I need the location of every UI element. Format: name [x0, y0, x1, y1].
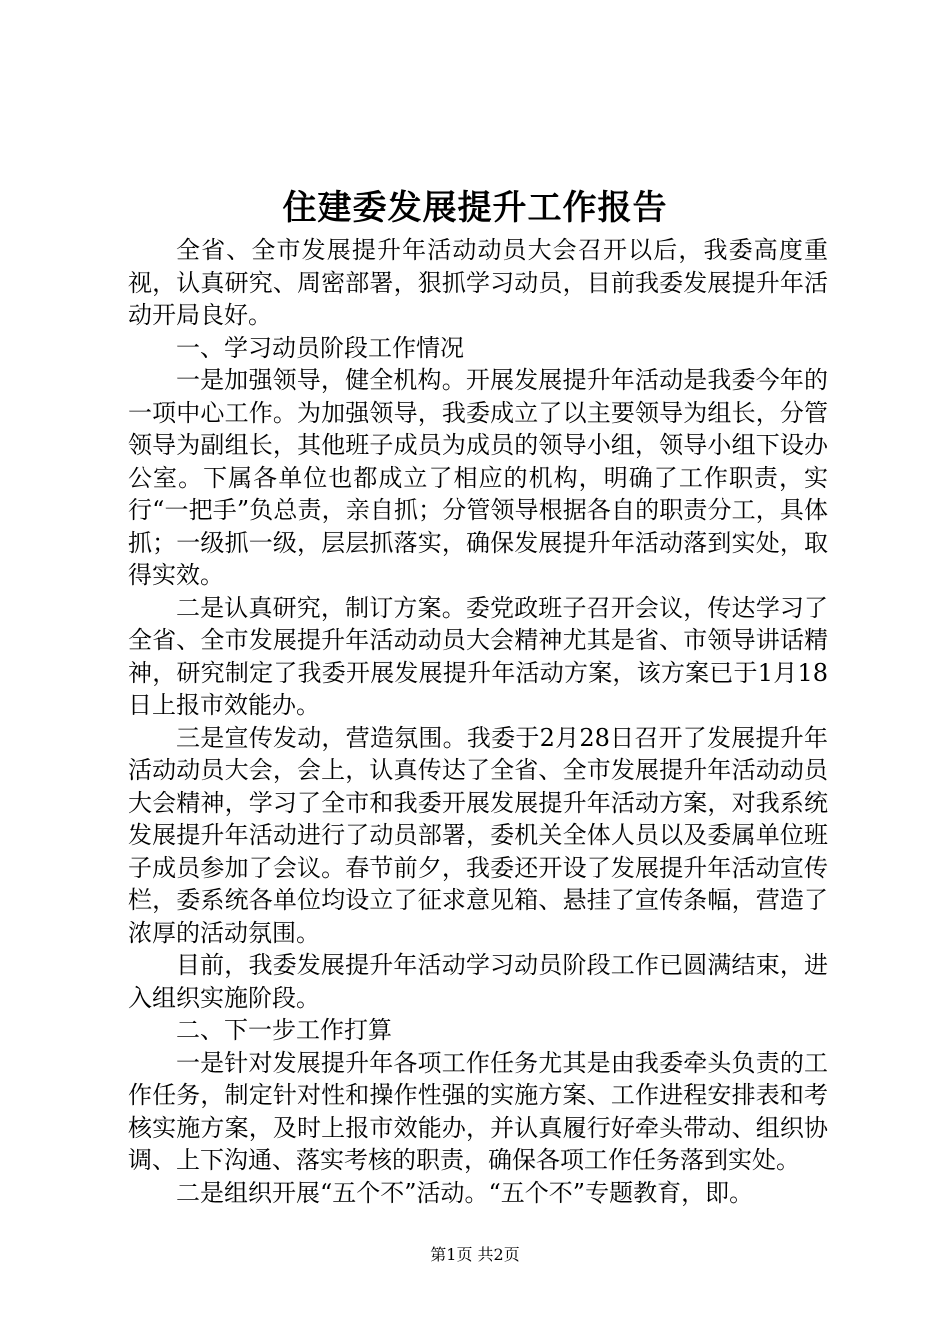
document-body [128, 234, 828, 1209]
page-footer: 第1页 共2页 [430, 1245, 520, 1264]
section-heading-1: 一、学习动员阶段工作情况 [176, 333, 464, 362]
section-heading-2: 二、下一步工作打算 [176, 1016, 392, 1044]
paragraph-publicity: 三是宣传发动，营造氛围。我委于2月28日召开了发展提升年活动动员大会，会上，认真传达了全省、全市发展提升年活动动员大会精神，学习了全市和我委开展发展提升年活动方案，对我系统发展提升年活动进行了动员部署，委机关全体人员以及委属单位班子成员参加了会议。春节前夕，我委还开设了发展提升年活动宣传栏，委系统各单位均设立了征求意见箱、悬挂了宣传条幅，营造了浓厚的活动氛围。 [128, 723, 828, 947]
paragraph-intro: 全省、全市发展提升年活动动员大会召开以后，我委高度重视，认真研究、周密部署，狠抓学习动员，目前我委发展提升年活动开局良好。 [128, 236, 828, 329]
paragraph-plan-2: 二是组织开展“五个不”活动。“五个不”专题教育，即。 [176, 1178, 754, 1207]
paragraph-current-status: 目前，我委发展提升年活动学习动员阶段工作已圆满结束，进入组织实施阶段。 [128, 951, 828, 1012]
paragraph-leadership: 一是加强领导，健全机构。开展发展提升年活动是我委今年的一项中心工作。为加强领导，我委成立了以主要领导为组长，分管领导为副组长，其他班子成员为成员的领导小组，领导小组下设办公室。下属各单位也都成立了相应的机构，明确了工作职责，实行“一把手”负总责，亲自抓；分管领导根据各自的职责分工，具体抓；一级抓一级，层层抓落实，确保发展提升年活动落到实处，取得实效。 [128, 366, 828, 589]
paragraph-plan-1: 一是针对发展提升年各项工作任务尤其是由我委牵头负责的工作任务，制定针对性和操作性强的实施方案、工作进程安排表和考核实施方案，及时上报市效能办，并认真履行好牵头带动、组织协调、上下沟通、落实考核的职责，确保各项工作任务落到实处。 [128, 1048, 828, 1174]
paragraph-research: 二是认真研究，制订方案。委党政班子召开会议，传达学习了全省、全市发展提升年活动动员大会精神尤其是省、市领导讲话精神，研究制定了我委开展发展提升年活动方案，该方案已于1月18日上报市效能办。 [128, 593, 828, 719]
document-title: 住建委发展提升工作报告 [282, 188, 668, 228]
